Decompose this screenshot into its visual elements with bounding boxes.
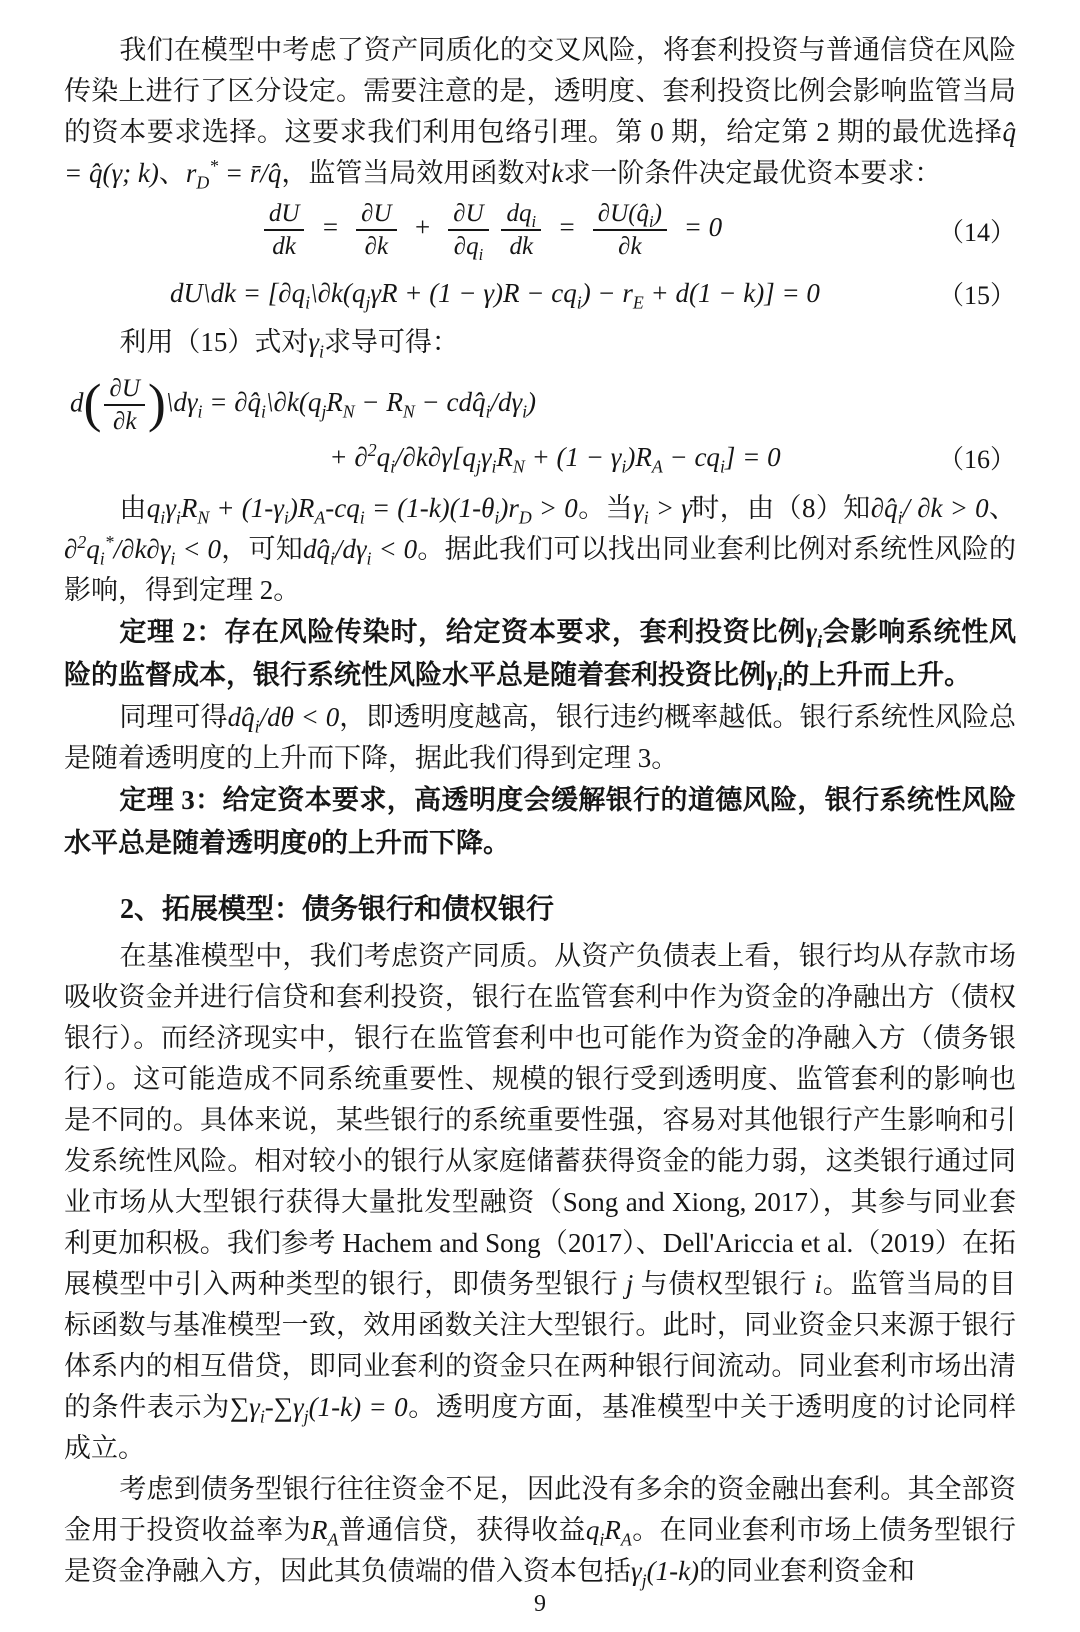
fraction-dU-dk: $\frac{dU}{dk}$	[264, 198, 305, 263]
left-parenthesis: (	[83, 372, 102, 433]
page-number: 9	[534, 1591, 546, 1617]
paragraph-extended-model: 在基准模型中，我们考虑资产同质。从资产负债表上看，银行均从存款市场吸收资金并进行信贷和套利投资，银行在监管套利中作为资金的净融出方（债权银行）。而经济现实中，银行在监管套利中也可能作为资金的净融入方（债务银行）。这可能造成不同系统重要性、规模的银行受到透明度、监管套利的影响也是不同的。具体来说，某些银行的系统重要性强，容易对其他银行产生影响和引发系统性风险。相对较小的银行从家庭储蓄获得资金的能力弱，这类银行通过同业市场从大型银行获得大量批发型融资（Song and Xiong, 2017），其参与同业套利更加积极。我们参考 Hachem and Song（2017）、Dell'Ariccia et al.（2019）在拓展模型中引入两种类型的银行，即债务型银行 j 与债权型银行 i。监管当局的目标函数与基准模型一致，效用函数关注大型银行。此时，同业资金只来源于银行体系内的相互借贷，即同业套利的资金只在两种银行间流动。同业套利市场出清的条件表示为$\sum\gamma_i-\sum\gamma_j(1-k) = 0$。透明度方面，基准模型中关于透明度的讨论同样成立。	[64, 941, 1017, 1463]
equation-14-body	[64, 198, 926, 263]
plus-sign: +	[413, 212, 432, 243]
equals-sign: =	[321, 212, 340, 243]
equation-16-line2	[64, 439, 1016, 476]
eq16-rest: $\backslash d\gamma_i$ = $\partial q̂_i\backslash\partial k(q_jR_N - R_N$ − $cdq̂_i/d\gamma_i$)	[165, 386, 537, 422]
equals-zero: = 0	[683, 212, 723, 243]
eq16-lead: d	[70, 386, 84, 417]
fraction-pU-pqi: $\frac{\partial U}{\partial q_i}$	[448, 198, 488, 263]
equation-14	[64, 198, 1016, 263]
equation-15	[64, 275, 1016, 312]
paragraph-intro: 我们在模型中考虑了资产同质化的交叉风险，将套利投资与普通信贷在风险传染上进行了区分设定。需要注意的是，透明度、套利投资比例会影响监管当局的资本要求选择。这要求我们利用包络引理。第 0 期，给定第 2 期的最优选择q̂ = q̂(γ; k)、$r_D^*$ = r̄/q̂，监管当局效用函数对k求一阶条件决定最优资本要求：	[64, 35, 1016, 193]
fraction-pUqi-pk: $\frac{\partial U(q̂_i)}{\partial k}$	[593, 198, 667, 263]
fraction-pU-pk: $\frac{\partial U}{\partial k}$	[104, 373, 144, 438]
equals-sign: =	[557, 212, 577, 243]
paragraph-derive-lead: 利用（15）式对$\gamma_i$求导可得：	[119, 326, 459, 361]
theorem-3: 定理 3：给定资本要求，高透明度会缓解银行的道德风险，银行系统性风险水平总是随着透明度θ的上升而下降。	[64, 785, 1016, 858]
fraction-dqi-dk: $\frac{dq_i}{dk}$	[501, 198, 541, 263]
right-parenthesis: )	[147, 372, 166, 433]
page-content	[64, 30, 1016, 1592]
paragraph-theorem3-derivation: 同理可得$dq̂_i/d\theta < 0$，即透明度越高，银行违约概率越低。银行系统性风险总是随着透明度的上升而下降，据此我们得到定理 3。	[64, 702, 1017, 773]
equation-16-number: （16）	[937, 445, 1016, 474]
paragraph-theorem2-derivation: 由$q_i\gamma_iR_N + (1-\gamma_i)R_A-cq_i = (1-k)(1-\theta_i)r_D > 0$。当$\gamma_i$ > γ̄时，由（8）知$\partial q̂_i/$ ∂k > 0、$\partial^2q_i^*/\partial k\partial\gamma_i < 0$，可知$dq̂_i/d\gamma_i < 0$。据此我们可以找出同业套利比例对系统性风险的影响，得到定理 2。	[64, 493, 1017, 605]
equation-15-number: （15）	[937, 280, 1016, 310]
fraction-pU-pk: $\frac{\partial U}{\partial k}$	[356, 198, 396, 263]
paragraph-debtor-bank: 考虑到债务型银行往往资金不足，因此没有多余的资金融出套利。其全部资金用于投资收益率为$R_A$普通信贷，获得收益$q_iR_A$。在同业套利市场上债务型银行是资金净融入方，因此其负债端的借入资本包括$\gamma_j(1-k)$的同业套利资金和	[64, 1474, 1017, 1591]
equation-16-line1	[64, 373, 1016, 438]
equation-16-line2-body: + $\partial^2q_i/\partial k\partial\gamma[q_j\gamma_iR_N + (1 - \gamma_i)R_A - cq_i] = 0$	[329, 440, 781, 477]
equation-14-number: （14）	[937, 217, 1016, 247]
section-heading-extended-model: 2、拓展模型：债务银行和债权银行	[120, 894, 555, 925]
equation-16-line1-body	[64, 373, 1016, 438]
equation-15-body: dU\dk = $[\partial q_i\backslash\partial k(q_j\gamma R + (1 - \gamma)R - cq_i) - r_E + d(1 - k)] = 0$	[170, 277, 820, 312]
theorem-2: 定理 2：存在风险传染时，给定资本要求，套利投资比例$\gamma_i$会影响系统性风险的监督成本，银行系统性风险水平总是随着套利投资比例$\gamma_i$的上升而上升。	[64, 617, 1017, 695]
